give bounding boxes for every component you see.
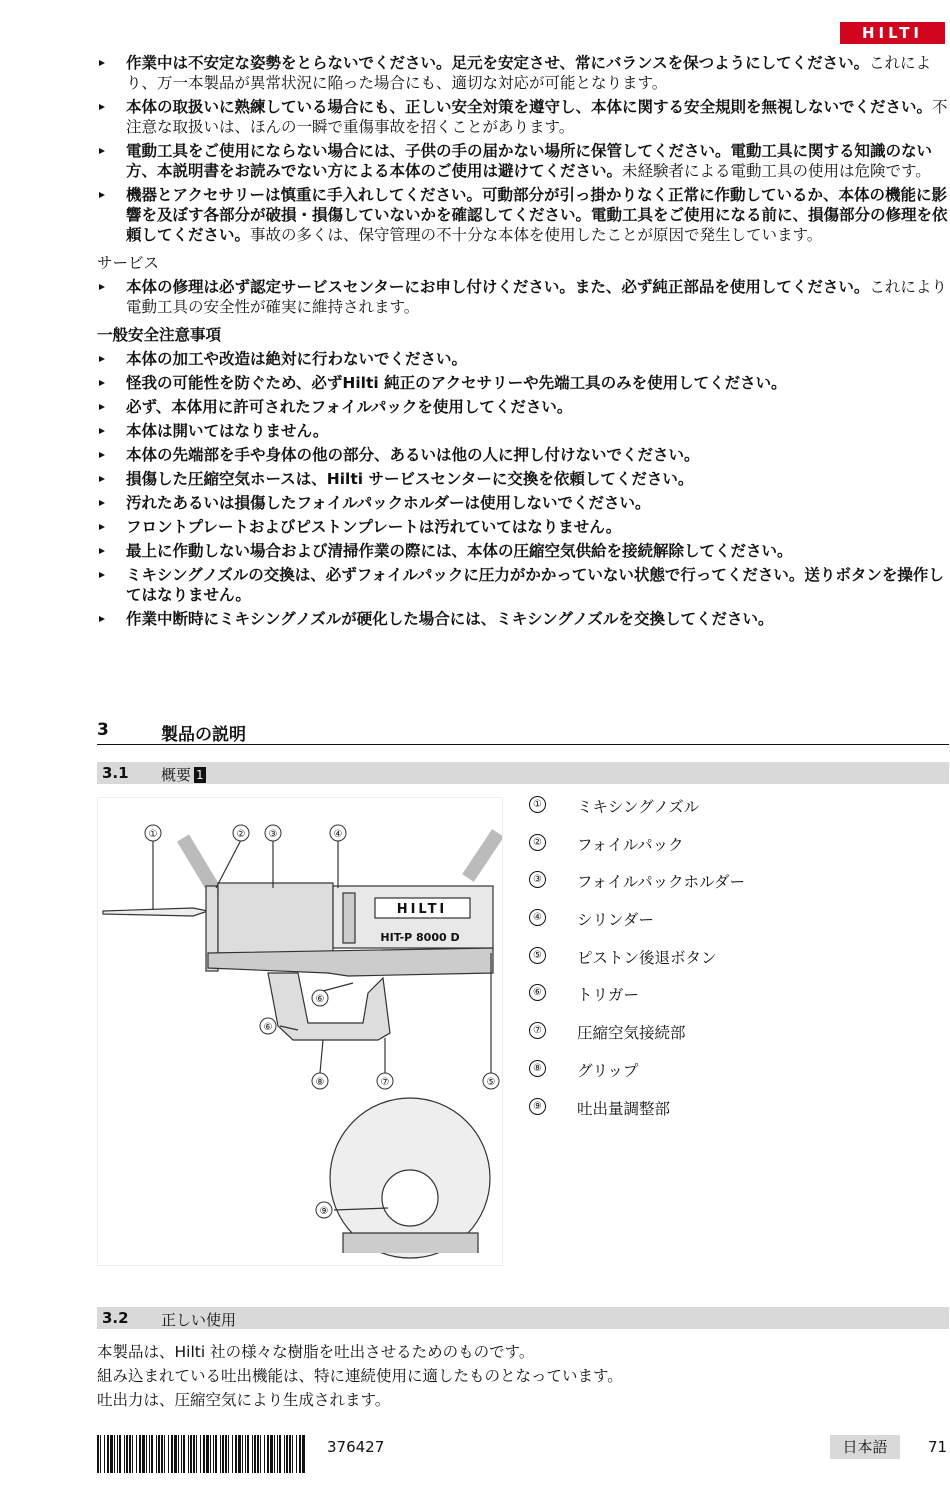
barcode-bar bbox=[264, 1435, 265, 1473]
barcode-bar bbox=[203, 1435, 205, 1473]
section-number: 3 bbox=[97, 720, 109, 740]
figure-callout: ③ bbox=[268, 829, 278, 840]
figure-callout: ⑦ bbox=[380, 1077, 390, 1088]
barcode-bar bbox=[279, 1435, 281, 1473]
list-item bbox=[97, 541, 949, 561]
barcode-bar bbox=[149, 1435, 150, 1473]
logo-text: HILTI bbox=[861, 24, 924, 42]
figure-callout: ① bbox=[148, 829, 158, 840]
page-number: 71 bbox=[928, 1438, 948, 1456]
list-item bbox=[97, 141, 949, 181]
legend-label: 吐出量調整部 bbox=[577, 1099, 671, 1118]
barcode-bar bbox=[171, 1435, 173, 1473]
barcode-bar bbox=[190, 1435, 192, 1473]
barcode-bar bbox=[267, 1435, 269, 1473]
list-item bbox=[97, 517, 949, 537]
hilti-logo bbox=[840, 22, 945, 44]
barcode-bar bbox=[222, 1435, 224, 1473]
barcode-bar bbox=[174, 1435, 177, 1473]
list-item bbox=[97, 53, 949, 93]
bullet-bold: 本体は開いてはなりません。 bbox=[126, 422, 329, 440]
section-3-2-heading bbox=[97, 1307, 949, 1329]
bullet-bold: 本体の加工や改造は絶対に行わないでください。 bbox=[126, 350, 468, 368]
barcode-bar bbox=[129, 1435, 131, 1473]
barcode-bar bbox=[156, 1435, 157, 1473]
figure-callout: ⑧ bbox=[315, 1077, 325, 1088]
legend-label: フォイルパック bbox=[577, 835, 684, 854]
barcode-bar bbox=[107, 1435, 109, 1473]
bullet-rest: 事故の多くは、保守管理の不十分な本体を使用したことが原因で発生しています。 bbox=[250, 226, 823, 244]
usage-paragraph bbox=[97, 1340, 949, 1412]
legend-number: ⑥ bbox=[529, 984, 546, 1001]
barcode-bar bbox=[100, 1435, 101, 1473]
barcode-bar bbox=[296, 1435, 297, 1473]
legend-label: ピストン後退ボタン bbox=[577, 948, 717, 967]
barcode-bar bbox=[119, 1435, 121, 1473]
barcode-bar bbox=[178, 1435, 179, 1473]
bullet-bold: 本体の取扱いに熟練している場合にも、正しい安全対策を遵守し、本体に関する安全規則を無視しないでください。 bbox=[126, 98, 933, 116]
section-title: 正しい使用 bbox=[161, 1311, 237, 1329]
list-item bbox=[97, 421, 949, 441]
bullet-bold: 汚れたあるいは損傷したフォイルパックホルダーは使用しないでください。 bbox=[126, 494, 651, 512]
barcode-bar bbox=[270, 1435, 273, 1473]
bullet-bold: 怪我の可能性を防ぐため、必ずHilti 純正のアクセサリーや先端工具のみを使用してください。 bbox=[126, 374, 787, 392]
legend-number: ⑧ bbox=[529, 1060, 546, 1077]
bullet-bold: 作業中は不安定な姿勢をとらないでください。足元を安定させ、常にバランスを保つようにしてください。 bbox=[126, 54, 870, 72]
legend-item bbox=[525, 795, 945, 833]
barcode-bar bbox=[97, 1435, 99, 1473]
section-title bbox=[161, 764, 206, 785]
general-heading: 一般安全注意事項 bbox=[97, 326, 222, 344]
bullet-bold: 電動工具をご使用にならない場合には、子供の手の届かない場所に保管してください。電動工具に関する知識のない方、本説明書をお読みでない方による本体のご使用は避けてください。 bbox=[126, 142, 933, 180]
barcode-bar bbox=[136, 1435, 137, 1473]
barcode-bar bbox=[151, 1435, 153, 1473]
service-heading: サービス bbox=[97, 254, 160, 272]
barcode-bar bbox=[289, 1435, 291, 1473]
list-item bbox=[97, 565, 949, 605]
section-number: 3.2 bbox=[102, 1309, 129, 1327]
list-item bbox=[97, 373, 949, 393]
tool-illustration bbox=[98, 798, 502, 1265]
legend-label: トリガー bbox=[577, 986, 639, 1005]
barcode-bar bbox=[196, 1435, 197, 1473]
list-item bbox=[97, 185, 949, 245]
section-title-text: 概要 bbox=[161, 766, 192, 784]
barcode bbox=[97, 1435, 307, 1473]
legend-item bbox=[525, 833, 945, 871]
bullet-rest: 未経験者による電動工具の使用は危険です。 bbox=[622, 162, 931, 180]
bullet-bold: 損傷した圧縮空気ホースは、Hilti サービスセンターに交換を依頼してください。 bbox=[126, 470, 694, 488]
figure-callout: ④ bbox=[333, 829, 343, 840]
section-title: 製品の説明 bbox=[161, 725, 246, 745]
list-item bbox=[97, 609, 949, 629]
barcode-bar bbox=[238, 1435, 241, 1473]
document-code: 376427 bbox=[327, 1438, 385, 1456]
barcode-bar bbox=[286, 1435, 288, 1473]
barcode-bar bbox=[164, 1435, 165, 1473]
barcode-bar bbox=[161, 1435, 163, 1473]
figure-brand-label: HILTI bbox=[396, 902, 448, 917]
barcode-bar bbox=[139, 1435, 141, 1473]
list-item bbox=[97, 97, 949, 137]
barcode-bar bbox=[274, 1435, 275, 1473]
bullets-top bbox=[97, 53, 949, 245]
bullet-bold: 必ず、本体用に許可されたフォイルパックを使用してください。 bbox=[126, 398, 573, 416]
barcode-bar bbox=[220, 1435, 221, 1473]
barcode-bar bbox=[142, 1435, 145, 1473]
legend-label: グリップ bbox=[577, 1061, 639, 1080]
barcode-bar bbox=[215, 1435, 217, 1473]
legend-item bbox=[525, 1097, 945, 1135]
section-number: 3.1 bbox=[102, 764, 129, 782]
figure-callout: ② bbox=[236, 829, 246, 840]
list-item bbox=[97, 397, 949, 417]
barcode-bar bbox=[104, 1435, 105, 1473]
legend-number: ③ bbox=[529, 871, 546, 888]
legend-label: ミキシングノズル bbox=[577, 798, 700, 816]
legend-number: ① bbox=[529, 796, 546, 813]
legend-item bbox=[525, 870, 945, 908]
barcode-bar bbox=[213, 1435, 214, 1473]
barcode-bar bbox=[126, 1435, 128, 1473]
bullet-bold: 本体の修理は必ず認定サービスセンターにお申し付けください。また、必ず純正部品を使用してください。 bbox=[126, 278, 870, 296]
barcode-bar bbox=[117, 1435, 118, 1473]
legend-label: シリンダー bbox=[577, 911, 654, 930]
safety-content bbox=[97, 53, 949, 633]
bullet-rest: これにより、万一本製品が異常状況に陥った場合にも、適切な対応が可能となります。 bbox=[126, 54, 932, 92]
list-item bbox=[97, 445, 949, 465]
barcode-bar bbox=[193, 1435, 195, 1473]
legend-item bbox=[525, 908, 945, 946]
barcode-bar bbox=[200, 1435, 201, 1473]
figure-callout: ⑥ bbox=[263, 1022, 273, 1033]
barcode-bar bbox=[210, 1435, 211, 1473]
section-3-heading bbox=[97, 718, 949, 745]
tool-figure bbox=[97, 797, 503, 1266]
figure-ref-badge: 1 bbox=[196, 768, 204, 782]
figure-callout: ⑥ bbox=[315, 994, 325, 1005]
barcode-bar bbox=[225, 1435, 227, 1473]
bullet-bold: 作業中断時にミキシングノズルが硬化した場合には、ミキシングノズルを交換してください。 bbox=[126, 610, 774, 628]
barcode-bar bbox=[302, 1435, 305, 1473]
barcode-bar bbox=[284, 1435, 285, 1473]
figure-callout: ⑤ bbox=[486, 1077, 496, 1088]
legend-number: ⑨ bbox=[529, 1098, 546, 1115]
usage-line: 吐出力は、圧縮空気により生成されます。 bbox=[97, 1391, 391, 1409]
barcode-bar bbox=[168, 1435, 169, 1473]
legend-number: ⑦ bbox=[529, 1022, 546, 1039]
figure-legend bbox=[525, 795, 945, 1134]
legend-label: 圧縮空気接続部 bbox=[577, 1024, 686, 1043]
legend-item bbox=[525, 983, 945, 1021]
language-badge: 日本語 bbox=[830, 1435, 900, 1459]
bullet-bold: フロントプレートおよびピストンプレートは汚れていてはなりません。 bbox=[126, 518, 622, 536]
barcode-bar bbox=[132, 1435, 133, 1473]
bullet-bold: 機器とアクセサリーは慎重に手入れしてください。可動部分が引っ掛かりなく正常に作動しているか、本体の機能に影響を及ぼす各部分が破損・損傷していないかを確認してください。電動工具をご使用になる前に、損傷部分の修理を依頼してください。 bbox=[126, 186, 948, 244]
barcode-bar bbox=[277, 1435, 278, 1473]
legend-item bbox=[525, 1021, 945, 1059]
barcode-bar bbox=[188, 1435, 189, 1473]
figure-model-label: HIT-P 8000 D bbox=[380, 931, 460, 944]
barcode-bar bbox=[228, 1435, 229, 1473]
barcode-bar bbox=[292, 1435, 293, 1473]
barcode-bar bbox=[247, 1435, 249, 1473]
bullet-bold: 本体の先端部を手や身体の他の部分、あるいは他の人に押し付けないでください。 bbox=[126, 446, 700, 464]
barcode-bar bbox=[110, 1435, 113, 1473]
section-3-1-heading bbox=[97, 762, 949, 784]
barcode-bar bbox=[206, 1435, 209, 1473]
bullet-bold: 最上に作動しない場合および清掃作業の際には、本体の圧縮空気供給を接続解除してください。 bbox=[126, 542, 793, 560]
barcode-bar bbox=[124, 1435, 125, 1473]
list-item bbox=[97, 349, 949, 369]
barcode-bar bbox=[299, 1435, 301, 1473]
barcode-bar bbox=[146, 1435, 147, 1473]
list-item bbox=[97, 493, 949, 513]
service-bullets bbox=[97, 277, 949, 317]
list-item bbox=[97, 469, 949, 489]
barcode-bar bbox=[260, 1435, 261, 1473]
general-bullets bbox=[97, 349, 949, 629]
bullet-rest: 不注意な取扱いは、ほんの一瞬で重傷事故を招くことがあります。 bbox=[126, 98, 948, 136]
legend-item bbox=[525, 1059, 945, 1097]
legend-number: ⑤ bbox=[529, 947, 546, 964]
bullet-bold: ミキシングノズルの交換は、必ずフォイルパックに圧力がかかっていない状態で行ってください。送りボタンを操作してはなりません。 bbox=[126, 566, 944, 604]
legend-number: ④ bbox=[529, 909, 546, 926]
usage-line: 組み込まれている吐出機能は、特に連続使用に適したものとなっています。 bbox=[97, 1367, 623, 1385]
barcode-bar bbox=[114, 1435, 115, 1473]
barcode-bar bbox=[235, 1435, 237, 1473]
legend-number: ② bbox=[529, 834, 546, 851]
list-item bbox=[97, 277, 949, 317]
barcode-bar bbox=[257, 1435, 259, 1473]
barcode-bar bbox=[232, 1435, 233, 1473]
usage-line: 本製品は、Hilti 社の様々な樹脂を吐出させるためのものです。 bbox=[97, 1343, 535, 1361]
page-footer bbox=[0, 1435, 950, 1475]
barcode-bar bbox=[158, 1435, 160, 1473]
barcode-bar bbox=[183, 1435, 185, 1473]
barcode-bar bbox=[181, 1435, 182, 1473]
figure-callout: ⑨ bbox=[319, 1206, 329, 1217]
barcode-bar bbox=[245, 1435, 246, 1473]
barcode-bar bbox=[242, 1435, 243, 1473]
barcode-bar bbox=[254, 1435, 256, 1473]
legend-label: フォイルパックホルダー bbox=[577, 873, 746, 892]
barcode-bar bbox=[252, 1435, 253, 1473]
legend-item bbox=[525, 946, 945, 984]
bullet-rest: これにより電動工具の安全性が確実に維持されます。 bbox=[126, 278, 947, 316]
